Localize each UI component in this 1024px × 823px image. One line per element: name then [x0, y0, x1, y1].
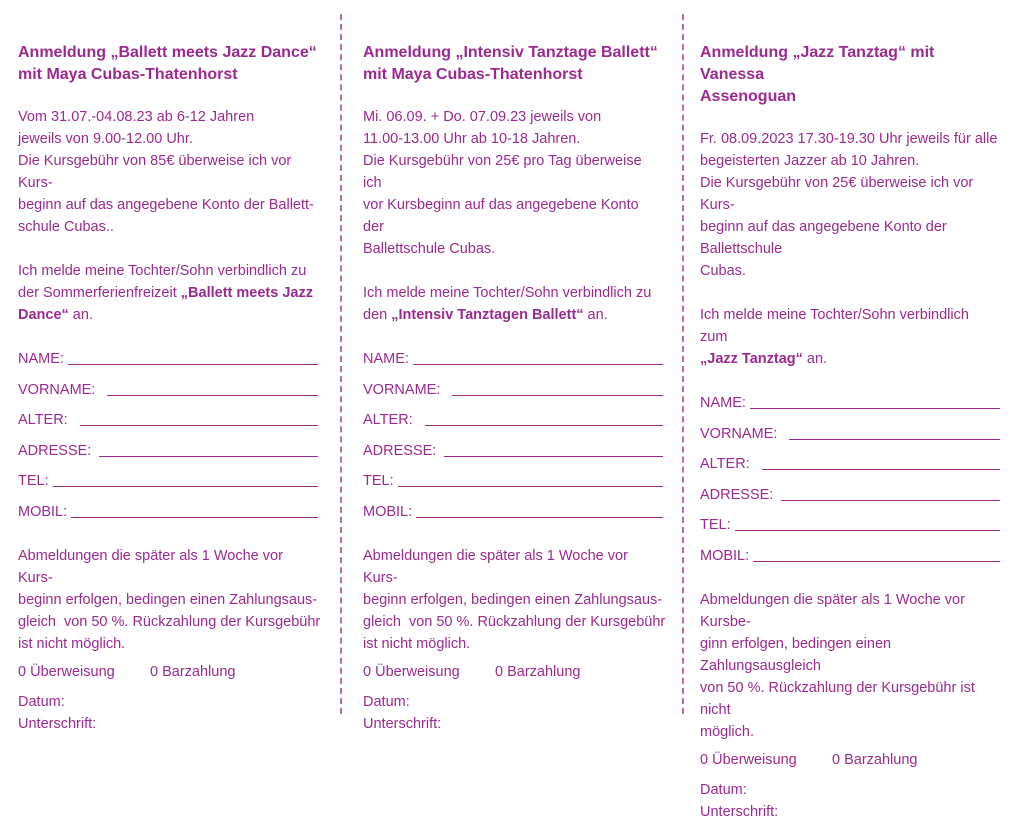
field-label: ALTER:: [18, 412, 68, 429]
vorname-field[interactable]: [700, 423, 1000, 445]
payment-options: [700, 749, 1000, 771]
reg-line: [18, 282, 318, 304]
cash-option[interactable]: 0 Barzahlung: [495, 663, 581, 680]
info-line: Cubas.: [700, 263, 746, 279]
transfer-option[interactable]: 0 Überweisung: [18, 663, 115, 680]
field-label: TEL:: [700, 517, 731, 534]
reg-line: [363, 304, 663, 326]
date-label: Datum:: [18, 693, 65, 710]
mobil-field[interactable]: [363, 501, 663, 523]
cancel-line: beginn erfolgen, bedingen einen Zahlungsaus-: [18, 591, 318, 608]
reg-prefix: den: [363, 307, 392, 323]
info-line: Ballettschule Cubas.: [363, 241, 496, 257]
cancel-line: gleich von 50 %. Rückzahlung der Kursgebühr: [18, 613, 321, 630]
info-line: Die Kursgebühr von 25€ pro Tag überweise ich: [363, 153, 642, 191]
cancel-line: gleich von 50 %. Rückzahlung der Kursgebühr: [363, 613, 666, 630]
cash-option[interactable]: 0 Barzahlung: [832, 751, 918, 768]
fill-line[interactable]: [789, 438, 1000, 440]
date-label: Datum:: [700, 781, 747, 798]
signature-block: [18, 691, 318, 735]
form-fields: [18, 348, 318, 523]
field-label: MOBIL:: [700, 547, 750, 564]
field-label: MOBIL:: [363, 503, 413, 520]
course-info: [700, 128, 1000, 282]
cancel-line: von 50 %. Rückzahlung der Kursgebühr ist nicht: [700, 679, 975, 718]
signature-block: [363, 691, 663, 735]
alter-field[interactable]: [700, 453, 1000, 475]
form-ballett-meets-jazz: [18, 0, 321, 732]
cancel-line: ginn erfolgen, bedingen einen Zahlungsausgleich: [700, 635, 892, 674]
cancel-line: ist nicht möglich.: [18, 635, 126, 652]
cancel-line: möglich.: [700, 723, 754, 740]
title-line: Anmeldung „Ballett meets Jazz Dance“: [18, 44, 317, 61]
payment-options: [363, 661, 663, 683]
fill-line[interactable]: [781, 499, 1000, 501]
title-line: Anmeldung „Intensiv Tanztage Ballett“: [363, 44, 658, 61]
field-label: ALTER:: [700, 456, 750, 473]
field-label: ADRESSE:: [700, 486, 774, 503]
fill-line[interactable]: [99, 455, 318, 457]
fill-line[interactable]: [71, 516, 318, 518]
dashed-divider-left: [340, 14, 342, 714]
cancellation-terms: [700, 589, 1000, 743]
field-label: TEL:: [18, 473, 49, 490]
field-label: VORNAME:: [363, 381, 441, 398]
field-label: TEL:: [363, 473, 394, 490]
field-label: VORNAME:: [18, 381, 96, 398]
vorname-field[interactable]: [363, 379, 663, 401]
form-title: [363, 42, 663, 86]
alter-field[interactable]: [363, 409, 663, 431]
title-line: mit Maya Cubas-Thatenhorst: [18, 66, 238, 83]
course-name: „Intensiv Tanztagen Ballett“: [391, 307, 584, 323]
mobil-field[interactable]: [700, 545, 1000, 567]
info-line: jeweils von 9.00-12.00 Uhr.: [18, 131, 193, 147]
title-line: Anmeldung „Jazz Tanztag“ mit Vanessa: [700, 44, 935, 83]
field-label: MOBIL:: [18, 503, 68, 520]
info-line: Vom 31.07.-04.08.23 ab 6-12 Jahren: [18, 109, 255, 125]
reg-suffix: an.: [68, 307, 93, 323]
field-label: ADRESSE:: [363, 442, 437, 459]
reg-line: Ich melde meine Tochter/Sohn verbindlich zu: [18, 263, 307, 279]
form-jazz-tanztag: [700, 0, 1000, 820]
title-line: mit Maya Cubas-Thatenhorst: [363, 66, 583, 83]
course-info: [363, 106, 663, 260]
info-line: beginn auf das angegebene Konto der Ballett-: [18, 197, 314, 213]
info-line: Die Kursgebühr von 85€ überweise ich vor Kurs-: [18, 153, 292, 191]
fill-line[interactable]: [444, 455, 663, 457]
cancellation-terms: [363, 545, 666, 655]
field-label: VORNAME:: [700, 425, 778, 442]
course-name: Dance“: [18, 307, 69, 323]
course-name: „Jazz Tanztag“: [700, 351, 803, 367]
reg-prefix: der Sommerferienfreizeit: [18, 285, 181, 301]
fill-line[interactable]: [750, 407, 1000, 409]
fill-line[interactable]: [753, 560, 1000, 562]
info-line: begeisterten Jazzer ab 10 Jahren.: [700, 153, 920, 169]
fill-line[interactable]: [398, 485, 663, 487]
reg-line: Ich melde meine Tochter/Sohn verbindlich zu: [363, 285, 652, 301]
fill-line[interactable]: [80, 424, 318, 426]
form-intensiv-tanztage: [363, 0, 666, 732]
form-fields: [700, 392, 1000, 567]
signature-label: Unterschrift:: [18, 715, 97, 732]
transfer-option[interactable]: 0 Überweisung: [363, 663, 460, 680]
field-label: NAME:: [363, 351, 409, 367]
info-line: schule Cubas..: [18, 219, 114, 235]
reg-suffix: an.: [802, 351, 828, 367]
cancel-line: beginn erfolgen, bedingen einen Zahlungsaus-: [363, 591, 663, 608]
name-field[interactable]: [363, 348, 663, 370]
registration-statement: [18, 260, 318, 326]
registration-statement: [700, 304, 1000, 370]
title-line: Assenoguan: [700, 88, 797, 105]
info-line: Mi. 06.09. + Do. 07.09.23 jeweils von: [363, 109, 602, 125]
cancel-line: Abmeldungen die später als 1 Woche vor Kursbe-: [700, 591, 965, 630]
fill-line[interactable]: [53, 485, 318, 487]
date-label: Datum:: [363, 693, 410, 710]
info-line: beginn auf das angegebene Konto der Ballettschule: [700, 219, 947, 257]
field-label: ADRESSE:: [18, 442, 92, 459]
reg-line: [18, 304, 318, 326]
form-title: [700, 42, 1000, 108]
name-field[interactable]: [18, 348, 318, 370]
reg-line: [700, 348, 1000, 370]
fill-line[interactable]: [425, 424, 663, 426]
info-line: Fr. 08.09.2023 17.30-19.30 Uhr jeweils für alle: [700, 131, 998, 147]
signature-label: Unterschrift:: [700, 803, 779, 820]
tel-field[interactable]: [18, 470, 318, 492]
fill-line[interactable]: [762, 468, 1000, 470]
fill-line[interactable]: [416, 516, 663, 518]
reg-suffix: an.: [583, 307, 608, 323]
fill-line[interactable]: [452, 394, 663, 396]
adresse-field[interactable]: [700, 484, 1000, 506]
cancel-line: ist nicht möglich.: [363, 635, 471, 652]
signature-block: [700, 779, 1000, 823]
fill-line[interactable]: [413, 363, 663, 365]
dashed-divider-right: [682, 14, 684, 714]
cancel-line: Abmeldungen die später als 1 Woche vor Kurs-: [18, 547, 283, 586]
transfer-option[interactable]: 0 Überweisung: [700, 751, 797, 768]
fill-line[interactable]: [68, 363, 318, 365]
vorname-field[interactable]: [18, 379, 318, 401]
info-line: vor Kursbeginn auf das angegebene Konto der: [363, 197, 639, 235]
cash-option[interactable]: 0 Barzahlung: [150, 663, 236, 680]
reg-line: Ich melde meine Tochter/Sohn verbindlich zum: [700, 307, 969, 345]
tel-field[interactable]: [700, 514, 1000, 536]
mobil-field[interactable]: [18, 501, 318, 523]
signature-label: Unterschrift:: [363, 715, 442, 732]
field-label: NAME:: [18, 351, 64, 367]
adresse-field[interactable]: [18, 440, 318, 462]
field-label: ALTER:: [363, 412, 413, 429]
registration-statement: [363, 282, 663, 326]
fill-line[interactable]: [107, 394, 318, 396]
cancel-line: Abmeldungen die später als 1 Woche vor Kurs-: [363, 547, 628, 586]
form-fields: [363, 348, 663, 523]
info-line: Die Kursgebühr von 25€ überweise ich vor Kurs-: [700, 175, 974, 213]
name-field[interactable]: [700, 392, 1000, 414]
alter-field[interactable]: [18, 409, 318, 431]
fill-line[interactable]: [735, 529, 1000, 531]
course-info: [18, 106, 318, 238]
adresse-field[interactable]: [363, 440, 663, 462]
cancellation-terms: [18, 545, 321, 655]
form-title: [18, 42, 318, 86]
tel-field[interactable]: [363, 470, 663, 492]
payment-options: [18, 661, 318, 683]
info-line: 11.00-13.00 Uhr ab 10-18 Jahren.: [363, 131, 581, 147]
field-label: NAME:: [700, 395, 746, 411]
course-name: „Ballett meets Jazz: [180, 285, 313, 301]
